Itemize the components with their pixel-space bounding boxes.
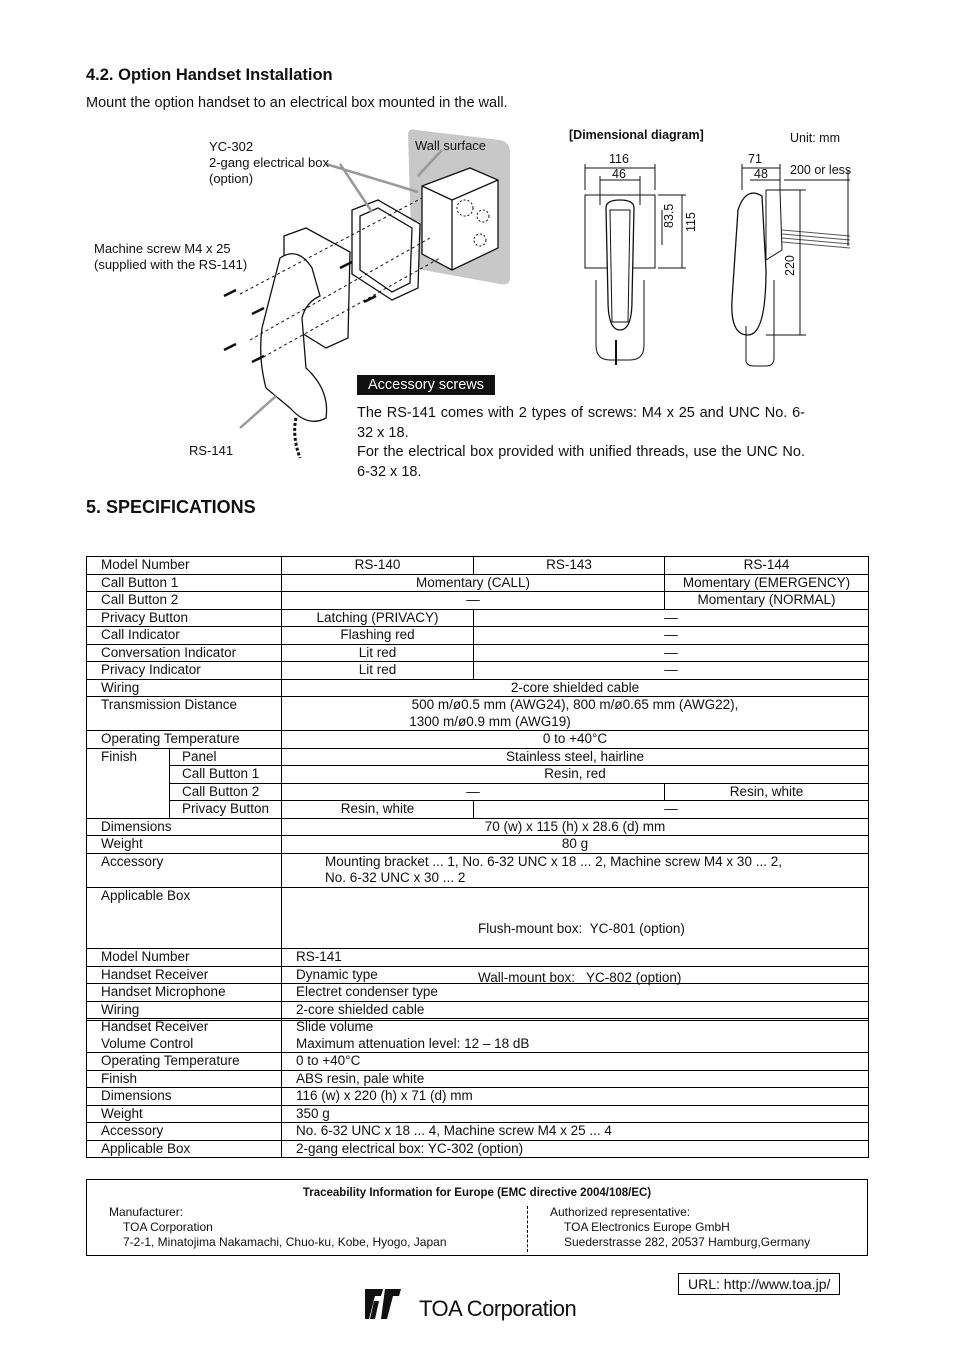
table-row [87, 1019, 869, 1036]
table-row [87, 1140, 869, 1158]
representative-name: TOA Electronics Europe GmbH [564, 1220, 730, 1234]
url-box[interactable]: URL: http://www.toa.jp/ [678, 1273, 840, 1295]
spec-value: 350 g [282, 1105, 869, 1123]
table-row: Call Button 2 — Resin, white [87, 783, 869, 801]
table-row [87, 1036, 869, 1053]
manufacturer-label: Manufacturer: [109, 1205, 184, 1219]
spec-value: RS-141 [282, 949, 869, 967]
dim-46: 46 [612, 167, 626, 181]
dim-83-5: 83.5 [662, 203, 676, 228]
spec-value: Dynamic type [282, 966, 869, 984]
table-row [87, 1001, 869, 1019]
table-row: Operating Temperature 0 to +40°C [87, 731, 869, 749]
table-row: Accessory Mounting bracket ... 1, No. 6-32 UNC x 18 ... 2, Machine screw M4 x 30 ... 2, No. 6-32 UNC x 30 ... 2 [87, 853, 869, 887]
dim-200-or-less: 200 or less [790, 163, 852, 177]
accessory-screws-label: Accessory screws [357, 375, 495, 395]
table-row: Weight 80 g [87, 836, 869, 854]
spec-value: Electret condenser type [282, 984, 869, 1002]
table-row: Privacy Indicator Lit red — [87, 662, 869, 680]
spec-label: Handset Microphone [87, 984, 282, 1002]
spec-value: No. 6-32 UNC x 18 ... 4, Machine screw M4 x 25 ... 4 [282, 1123, 869, 1141]
dimensional-title: [Dimensional diagram] [569, 128, 704, 142]
table-row: Transmission Distance 500 m/ø0.5 mm (AWG24), 800 m/ø0.65 mm (AWG22), 1300 m/ø0.9 mm (AWG19) [87, 697, 869, 731]
spec-label: Weight [87, 1105, 282, 1123]
accessory-note-1: The RS-141 comes with 2 types of screws: M4 x 25 and UNC No. 6-32 x 18. [357, 405, 805, 441]
accessory-note-2: For the electrical box provided with unified threads, use the UNC No. 6-32 x 18. [357, 444, 805, 480]
table-row: Finish Panel Stainless steel, hairline [87, 748, 869, 766]
spec-label: Accessory [87, 1123, 282, 1141]
spec-label: Dimensions [87, 1088, 282, 1106]
install-intro: Mount the option handset to an electrical box mounted in the wall. [86, 95, 508, 111]
wall-surface-label: Wall surface [415, 138, 487, 153]
finish-label: Finish [87, 748, 170, 818]
spec-label: Wiring [87, 1001, 282, 1019]
table-row: Applicable Box Flush-mount box: YC-801 (option) Wall-mount box: YC-802 (option) [87, 887, 869, 1020]
install-heading: 4.2. Option Handset Installation [86, 66, 333, 84]
dim-220: 220 [783, 255, 797, 276]
spec-value: Maximum attenuation level: 12 – 18 dB [282, 1036, 869, 1053]
dim-116: 116 [609, 152, 629, 166]
table-row: Call Indicator Flashing red — [87, 627, 869, 645]
table-row: Wiring 2-core shielded cable [87, 679, 869, 697]
traceability-box [86, 1179, 868, 1256]
dim-115: 115 [684, 212, 698, 232]
table-row [87, 949, 869, 967]
table-row: Dimensions 70 (w) x 115 (h) x 28.6 (d) mm [87, 818, 869, 836]
table-row: Call Button 1 Momentary (CALL) Momentary (EMERGENCY) [87, 574, 869, 592]
spec-value: 116 (w) x 220 (h) x 71 (d) mm [282, 1088, 869, 1106]
screw-label: Machine screw M4 x 25 (supplied with the RS-141) [94, 241, 248, 272]
table-row [87, 984, 869, 1002]
spec-value: ABS resin, pale white [282, 1070, 869, 1088]
table-row [87, 1053, 869, 1071]
dimensional-diagram [570, 150, 870, 375]
traceability-title: Traceability Information for Europe (EMC directive 2004/108/EC) [302, 1187, 652, 1199]
trace-divider [527, 1206, 528, 1252]
dim-71: 71 [748, 152, 762, 166]
yc302-label: YC-302 2-gang electrical box (option) [209, 139, 329, 186]
spec-value: 2-gang electrical box: YC-302 (option) [282, 1140, 869, 1158]
manufacturer-name: TOA Corporation [123, 1220, 213, 1234]
unit-label: Unit: mm [790, 131, 840, 145]
spec-label: Handset Receiver [87, 1019, 282, 1036]
representative-block [550, 1205, 810, 1250]
representative-address: Suederstrasse 282, 20537 Hamburg,Germany [564, 1235, 811, 1249]
spec-value: Slide volume [282, 1019, 869, 1036]
spec-table-rs141 [86, 948, 869, 1158]
company-name: TOA Corporation [419, 1296, 577, 1321]
manufacturer-block [109, 1205, 447, 1250]
spec-label: Volume Control [87, 1036, 282, 1053]
table-row: Conversation Indicator Lit red — [87, 644, 869, 662]
table-row: Privacy Button Latching (PRIVACY) — [87, 609, 869, 627]
table-row [87, 1105, 869, 1123]
table-row [87, 1088, 869, 1106]
table-row: Call Button 1 Resin, red [87, 766, 869, 784]
spec-value: 0 to +40°C [282, 1053, 869, 1071]
spec-label: Operating Temperature [87, 1053, 282, 1071]
spec-label: Handset Receiver [87, 966, 282, 984]
specs-heading: 5. SPECIFICATIONS [86, 497, 256, 517]
rs141-label: RS-141 [189, 443, 234, 458]
table-row: Call Button 2 — Momentary (NORMAL) [87, 592, 869, 610]
toa-logo-icon [365, 1287, 401, 1321]
spec-label: Model Number [87, 949, 282, 967]
table-row: Privacy Button Resin, white — [87, 801, 869, 819]
spec-label: Finish [87, 1070, 282, 1088]
representative-label: Authorized representative: [550, 1205, 691, 1219]
table-row [87, 1123, 869, 1141]
dim-48: 48 [754, 167, 768, 181]
spec-label: Applicable Box [87, 1140, 282, 1158]
spec-value: 2-core shielded cable [282, 1001, 869, 1019]
accessory-note [357, 404, 805, 482]
table-row: Model Number RS-140 RS-143 RS-144 [87, 557, 869, 575]
table-row [87, 966, 869, 984]
table-row [87, 1070, 869, 1088]
manufacturer-address: 7-2-1, Minatojima Nakamachi, Chuo-ku, Kobe, Hyogo, Japan [123, 1235, 447, 1249]
